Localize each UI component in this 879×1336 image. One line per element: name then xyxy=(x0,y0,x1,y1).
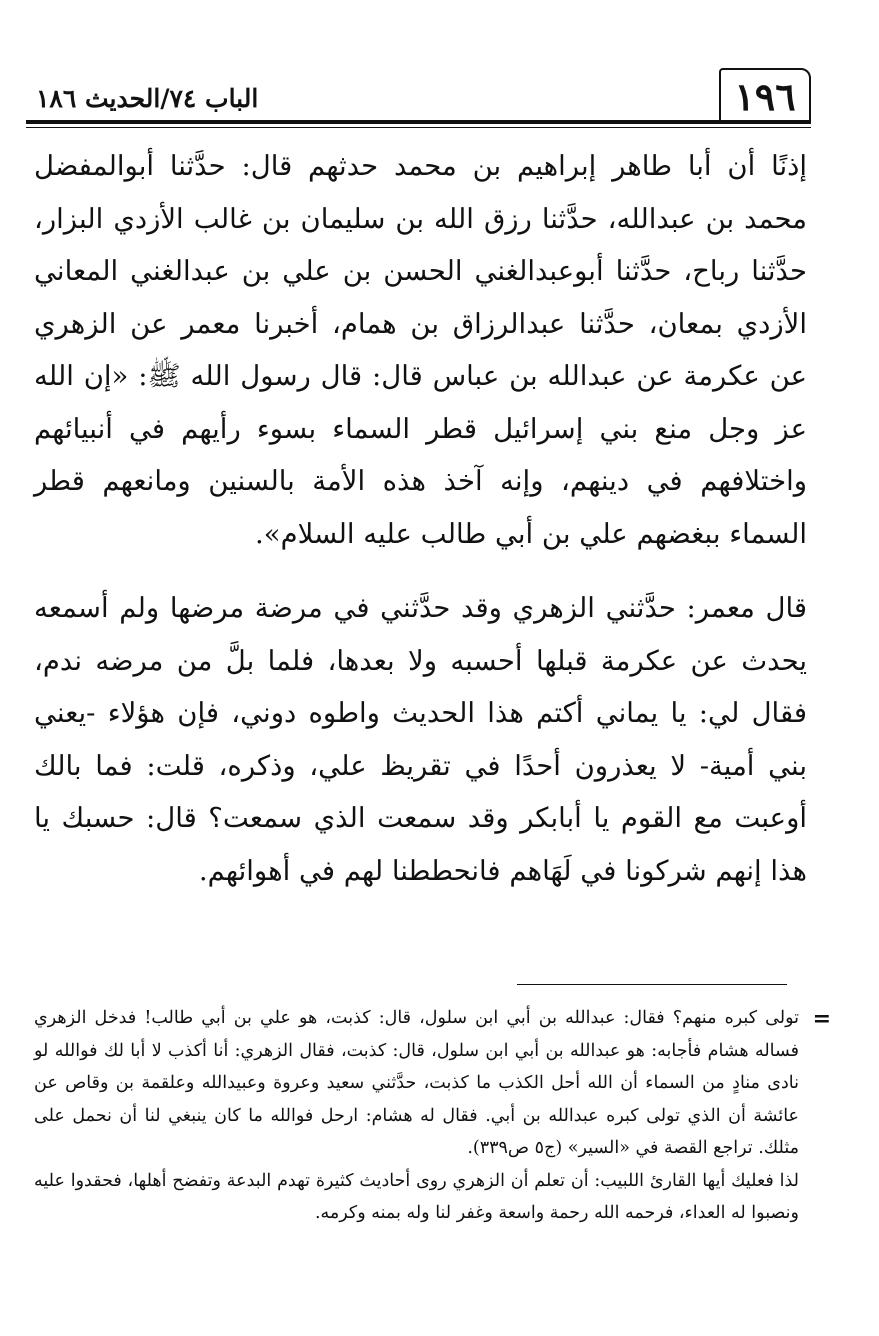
chapter-hadith-title: الباب ٧٤/الحديث ١٨٦ xyxy=(36,84,259,113)
main-paragraph-1: إذنًا أن أبا طاهر إبراهيم بن محمد حدثهم قال: حدَّثنا أبوالمفضل محمد بن عبدالله، حدَّثنا رزق الله بن سليمان بن غالب الأزدي البزار، حدَّثنا رباح، حدَّثنا أبوعبدالغني الحسن بن علي بن عبدالغني المعاني الأزدي بمعان، حدَّثنا عبدالرزاق بن همام، أخبرنا معمر عن الزهري عن عكرمة عن عبدالله بن عباس قال: قال رسول الله ﷺ: «إن الله عز وجل منع بني إسرائيل قطر السماء بسوء رأيهم في أنبيائهم واختلافهم في دينهم، وإنه آخذ هذه الأمة بالسنين ومانعهم قطر السماء ببغضهم علي بن أبي طالب عليه السلام». xyxy=(34,150,807,550)
footnotes xyxy=(34,1002,799,1230)
footnote-continuation-mark: = xyxy=(812,1006,831,1032)
footnote-paragraph-1: تولى كبره منهم؟ فقال: عبدالله بن أبي ابن سلول، قال: كذبت، هو علي بن أبي طالب! فدخل الزهري فساله هشام فأجابه: هو عبدالله بن أبي ابن سلول، قال: كذبت، فقال الزهري: أنا أكذب لا أبا لك فوالله لو نادى منادٍ من السماء أن الله أحل الكذب ما كذبت، حدَّثني سعيد وعروة وعبيدالله وعلقمة بن وقاص عن عائشة أن الذي تولى كبره عبدالله بن أبي. فقال له هشام: ارحل فوالله ما كان ينبغي لنا أن نحمل على مثلك. تراجع القصة في «السير» (ج٥ ص٣٣٩). xyxy=(34,1008,799,1158)
footnote-separator xyxy=(517,984,787,985)
main-paragraph-2: قال معمر: حدَّثني الزهري وقد حدَّثني في مرضة مرضها ولم أسمعه يحدث عن عكرمة قبلها أحسبه ولا بعدها، فلما بلَّ من مرضه ندم، فقال لي: يا يماني أكتم هذا الحديث واطوه دوني، فإن هؤلاء -يعني بني أمية- لا يعذرون أحدًا في تقريظ علي، وذكره، قلت: فما بالك أوعبت مع القوم يا أبابكر وقد سمعت الذي سمعت؟ قال: حسبك يا هذا إنهم شركونا في لَهَاهم فانحططنا لهم في أهوائهم. xyxy=(34,592,807,887)
header-rule-thin xyxy=(26,127,811,128)
page-number: ١٩٦ xyxy=(719,68,811,124)
page-header xyxy=(30,60,811,126)
main-text xyxy=(34,140,807,897)
header-rule-thick xyxy=(26,120,811,124)
footnote-paragraph-2: لذا فعليك أيها القارئ اللبيب: أن تعلم أن الزهري روى أحاديث كثيرة تهدم البدعة وتفضح أهلها، فحقدوا عليه ونصبوا له العداء، فرحمه الله رحمة واسعة وغفر لنا وله بمنه وكرمه. xyxy=(34,1170,799,1223)
